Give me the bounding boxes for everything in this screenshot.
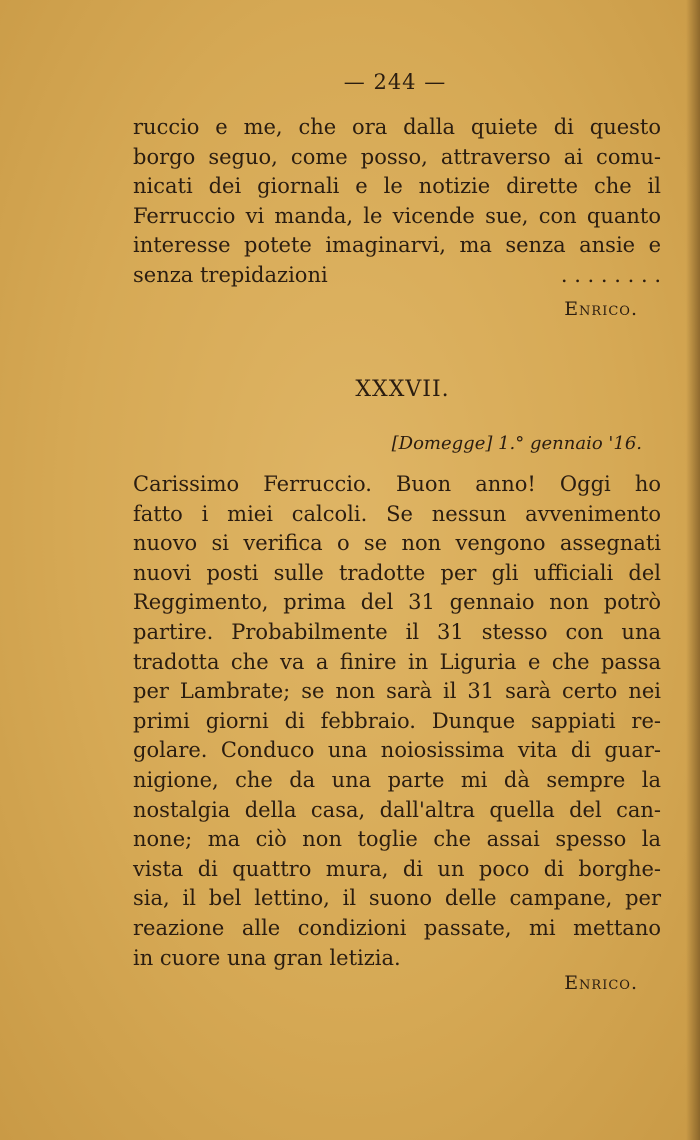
text-line: tradotta che va a finire in Liguria e che passa [133,649,661,674]
text-line: partire. Probabilmente il 31 stesso con una [133,619,661,644]
page-number: — 244 — [343,70,447,94]
last-line-text: senza trepidazioni [133,262,328,287]
text-line: nicati dei giornali e le notizie dirette che il [133,174,661,199]
text-line: golare. Conduco una noiosissima vita di guar- [133,738,661,763]
text-line: per Lambrate; se non sarà il 31 sarà certo nei [133,679,661,704]
text-line-last: in cuore una gran letizia. [133,945,401,970]
dateline-place: [Domegge] [391,433,493,454]
text-line: nuovo si verifica o se non vengono assegnati [133,531,661,556]
text-line: fatto i miei calcoli. Se nessun avvenimento [133,501,661,526]
text-line: primi giorni di febbraio. Dunque sappiati re- [133,708,661,733]
letter-1-signature: Enrico. [564,298,638,320]
page-edge-shadow [686,0,700,1140]
dateline [392,433,642,454]
text-line: reazione alle condizioni passate, mi mettano [133,915,661,940]
letter-2-signature: Enrico. [564,972,638,994]
text-line-last [133,261,661,291]
text-line: Ferruccio vi manda, le vicende sue, con quanto [133,203,661,228]
text-line: borgo seguo, come posso, attraverso ai comu- [133,144,661,169]
text-line: nigione, che da una parte mi dà sempre la [133,767,661,792]
text-line: interesse potete imaginarvi, ma senza ansie e [133,233,661,258]
letter-1-body [133,113,661,291]
text-line: Carissimo Ferruccio. Buon anno! Oggi ho [133,472,661,496]
letter-2-body [133,470,661,973]
text-line: sia, il bel lettino, il suono delle campane, per [133,886,661,911]
dateline-date: 1.° gennaio '16. [498,433,642,454]
text-line: none; ma ciò non toglie che assai spesso la [133,827,661,852]
text-line: ruccio e me, che ora dalla quiete di questo [133,115,661,139]
text-line: Reggimento, prima del 31 gennaio non potrò [133,590,661,615]
text-line: vista di quattro mura, di un poco di borghe- [133,856,661,881]
text-line: nostalgia della casa, dall'altra quella del can- [133,797,661,822]
ellipsis-dots: . . . . . . . . [560,262,661,287]
text-line: nuovi posti sulle tradotte per gli ufficiali del [133,560,661,585]
chapter-heading: XXXVII. [355,377,450,402]
